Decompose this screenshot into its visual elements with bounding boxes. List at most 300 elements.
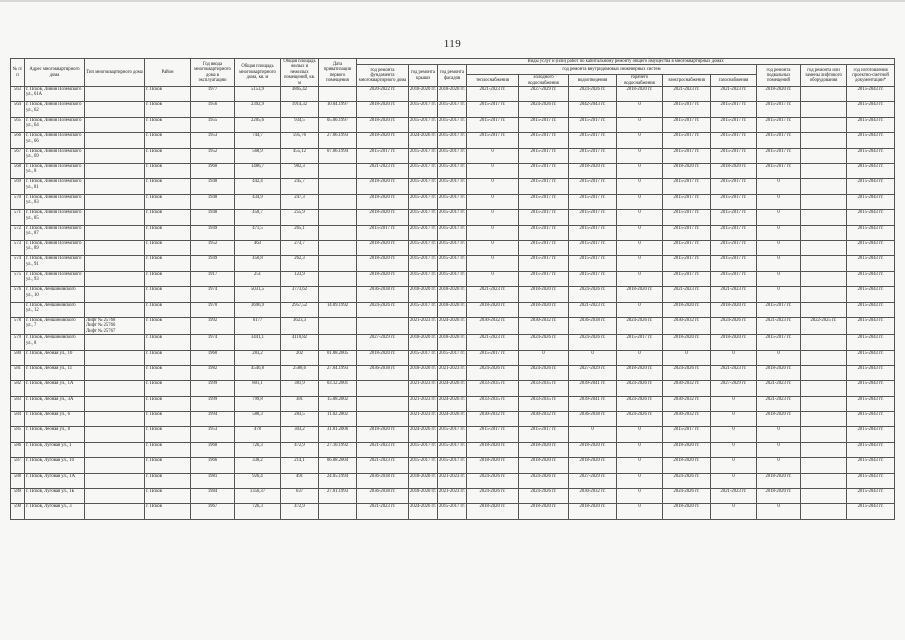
header-heat: теплоснабжения <box>467 75 519 87</box>
cell-hot: 0 <box>617 427 663 442</box>
table-row <box>11 412 895 427</box>
cell-gas: 2021-2023 гг. <box>711 87 757 102</box>
cell-roof: 2021-2023 гг. <box>409 317 438 334</box>
table-header <box>11 59 895 87</box>
cell-basement: 2021-2023 гг. <box>757 381 801 396</box>
cell-docs: 2015-2043 гг. <box>847 350 895 365</box>
cell-roof: 2018-2020 гг. <box>409 365 438 380</box>
cell-elec: 2018-2020 гг. <box>663 458 711 473</box>
cell-sewer: 2015-2017 гг. <box>569 240 617 255</box>
cell-cold: 2015-2017 гг. <box>519 133 569 148</box>
cell-facade: 2015-2017 гг. <box>438 225 467 240</box>
cell-address: г. Псков, Луговая ул., 1А <box>25 473 85 488</box>
cell-type <box>85 271 145 286</box>
cell-hot: 0 <box>617 458 663 473</box>
cell-cold: 2015-2017 гг. <box>519 210 569 225</box>
cell-facade: 2015-2017 гг. <box>438 256 467 271</box>
cell-address: г. Псков, Линия Поземского ул., 8 <box>25 163 85 178</box>
cell-elec: 2030-2032 гг. <box>663 317 711 334</box>
table-row <box>11 458 895 473</box>
cell-foundation: 2018-2020 гг. <box>357 194 409 209</box>
cell-area-res: 982,3 <box>281 163 319 178</box>
cell-area-res: 214,1 <box>281 458 319 473</box>
cell-priv <box>319 225 357 240</box>
cell-cold: 2018-2020 гг. <box>519 287 569 302</box>
cell-year: 1994 <box>191 412 235 427</box>
cell-basement: 2021-2023 гг. <box>757 396 801 411</box>
cell-address: г. Псков, Линия Поземского ул., 81 <box>25 179 85 194</box>
cell-area-res: 4110,82 <box>281 335 319 350</box>
cell-basement: 2015-2017 гг. <box>757 117 801 132</box>
cell-cold: 2030-2032 гг. <box>519 412 569 427</box>
cell-roof: 2021-2023 гг. <box>409 412 438 427</box>
cell-address: г. Псков, Леншиновского ул., 12 <box>25 302 85 317</box>
cell-address: г. Псков, Линия Поземского ул., 61А <box>25 87 85 102</box>
cell-foundation: 2027-2029 гг. <box>357 335 409 350</box>
cell-lift <box>801 381 847 396</box>
cell-type <box>85 87 145 102</box>
cell-num: 586 <box>11 442 25 457</box>
cell-address: г. Псков, Леоная ул., 6 <box>25 412 85 427</box>
cell-priv: 03.12.2001 <box>319 381 357 396</box>
cell-area-total: 450,8 <box>235 256 281 271</box>
cell-basement: 2021-2023 гг. <box>757 317 801 334</box>
cell-cold: 2015-2017 гг. <box>519 256 569 271</box>
cell-elec: 2015-2017 гг. <box>663 133 711 148</box>
cell-year: 1992 <box>191 317 235 334</box>
cell-foundation: 2036-2038 гг. <box>357 365 409 380</box>
cell-elec: 2018-2020 гг. <box>663 335 711 350</box>
cell-basement: 0 <box>757 210 801 225</box>
cell-type <box>85 256 145 271</box>
cell-hot: 0 <box>617 117 663 132</box>
cell-year: 1982 <box>191 365 235 380</box>
cell-elec: 2015-2017 гг. <box>663 179 711 194</box>
cell-priv: 27.04.1993 <box>319 365 357 380</box>
cell-elec: 2030-2032 гг. <box>663 381 711 396</box>
cell-district: г. Псков <box>145 427 191 442</box>
cell-sewer: 2015-2017 гг. <box>569 133 617 148</box>
cell-priv <box>319 194 357 209</box>
cell-elec: 2015-2017 гг. <box>663 427 711 442</box>
cell-elec: 2015-2017 гг. <box>663 240 711 255</box>
cell-facade: 2015-2017 гг. <box>438 117 467 132</box>
cell-basement: 2018-2020 гг. <box>757 489 801 504</box>
cell-lift <box>801 396 847 411</box>
cell-facade: 2015-2017 гг. <box>438 102 467 117</box>
cell-lift <box>801 427 847 442</box>
cell-priv: 01.08.2005 <box>319 350 357 365</box>
cell-docs: 2015-2043 гг. <box>847 256 895 271</box>
header-systems-group: год ремонта внутридомовых инженерных систем <box>467 65 757 75</box>
cell-roof: 2024-2026 гг. <box>409 427 438 442</box>
cell-area-total: 283,2 <box>235 350 281 365</box>
cell-area-total: 338,2 <box>235 458 281 473</box>
cell-area-total: 5153,9 <box>235 87 281 102</box>
table-row <box>11 256 895 271</box>
cell-roof: 2015-2017 гг. <box>409 210 438 225</box>
cell-cold: 2030-2032 гг. <box>519 317 569 334</box>
cell-cold: 2015-2017 гг. <box>519 179 569 194</box>
cell-foundation: 2018-2020 гг. <box>357 117 409 132</box>
cell-priv <box>319 504 357 519</box>
cell-sewer: 2015-2017 гг. <box>569 117 617 132</box>
cell-type <box>85 210 145 225</box>
cell-elec: 2021-2023 гг. <box>663 87 711 102</box>
cell-type <box>85 102 145 117</box>
cell-lift <box>801 412 847 427</box>
cell-district: г. Псков <box>145 225 191 240</box>
cell-hot: 0 <box>617 256 663 271</box>
cell-roof: 2018-2020 гг. <box>409 287 438 302</box>
cell-foundation: 2018-2020 гг. <box>357 179 409 194</box>
cell-num: 568 <box>11 163 25 178</box>
cell-heat: 2015-2017 гг. <box>467 117 519 132</box>
cell-district: г. Псков <box>145 117 191 132</box>
cell-gas: 2021-2023 гг. <box>711 365 757 380</box>
cell-basement: 2015-2017 гг. <box>757 148 801 163</box>
cell-facade: 2018-2020 гг. <box>438 87 467 102</box>
cell-district: г. Псков <box>145 504 191 519</box>
cell-lift <box>801 148 847 163</box>
cell-heat: 0 <box>467 271 519 286</box>
header-type: Тип многоквартирного дома <box>85 59 145 87</box>
table-row <box>11 365 895 380</box>
cell-priv: 27.10.1992 <box>319 442 357 457</box>
cell-year: 1984 <box>191 489 235 504</box>
table-row <box>11 87 895 102</box>
cell-foundation: 2018-2020 гг. <box>357 427 409 442</box>
cell-area-total: 6177 <box>235 317 281 334</box>
cell-sewer: 2036-2038 гг. <box>569 317 617 334</box>
cell-address: г. Псков, Линия Поземского ул., 83 <box>25 194 85 209</box>
cell-foundation: 2036-2038 гг. <box>357 473 409 488</box>
header-electric: электроснабжения <box>663 75 711 87</box>
cell-area-res: 3773,62 <box>281 287 319 302</box>
cell-heat: 2018-2020 гг. <box>467 504 519 519</box>
cell-basement: 0 <box>757 504 801 519</box>
cell-cold: 2015-2017 гг. <box>519 240 569 255</box>
cell-year: 1968 <box>191 442 235 457</box>
cell-roof: 2015-2017 гг. <box>409 163 438 178</box>
cell-area-res: 381,9 <box>281 381 319 396</box>
cell-roof: 2015-2017 гг. <box>409 442 438 457</box>
cell-facade: 2015-2017 гг. <box>438 350 467 365</box>
cell-elec: 2015-2017 гг. <box>663 148 711 163</box>
cell-elec: 2018-2020 гг. <box>663 302 711 317</box>
cell-elec: 2024-2026 гг. <box>663 473 711 488</box>
cell-priv <box>319 163 357 178</box>
cell-gas: 2021-2023 гг. <box>711 287 757 302</box>
header-roof: год ремонта крыши <box>409 65 438 87</box>
cell-year: 1952 <box>191 148 235 163</box>
header-sewer: водоотведения <box>569 75 617 87</box>
cell-lift <box>801 163 847 178</box>
cell-type <box>85 317 145 334</box>
cell-cold: 2027-2029 гг. <box>519 87 569 102</box>
cell-elec: 2018-2020 гг. <box>663 442 711 457</box>
cell-docs: 2015-2043 гг. <box>847 317 895 334</box>
cell-area-res: 595,76 <box>281 133 319 148</box>
cell-address: г. Псков, Луговая ул., 3 <box>25 504 85 519</box>
cell-area-res: 3865,42 <box>281 87 319 102</box>
cell-type <box>85 163 145 178</box>
cell-basement: 0 <box>757 240 801 255</box>
cell-address: г. Псков, Линия Поземского ул., 66 <box>25 133 85 148</box>
cell-district: г. Псков <box>145 210 191 225</box>
cell-address: г. Псков, Линия Поземского ул., 62 <box>25 102 85 117</box>
table-row <box>11 179 895 194</box>
cell-elec: 2018-2020 гг. <box>663 163 711 178</box>
cell-priv <box>319 256 357 271</box>
table-row <box>11 194 895 209</box>
cell-priv <box>319 335 357 350</box>
cell-district: г. Псков <box>145 473 191 488</box>
cell-gas: 2018-2020 гг. <box>711 335 757 350</box>
cell-foundation <box>357 317 409 334</box>
cell-area-total: 478 <box>235 427 281 442</box>
cell-num: 583 <box>11 396 25 411</box>
cell-facade: 2015-2017 гг. <box>438 240 467 255</box>
cell-basement: 2018-2020 гг. <box>757 473 801 488</box>
cell-hot: 2024-2026 гг. <box>617 381 663 396</box>
cell-foundation: 2018-2020 гг. <box>357 271 409 286</box>
cell-sewer: 2036-2038 гг. <box>569 412 617 427</box>
cell-heat: 0 <box>467 179 519 194</box>
cell-gas: 0 <box>711 442 757 457</box>
cell-priv: 05.06.1997 <box>319 117 357 132</box>
cell-district: г. Псков <box>145 133 191 148</box>
cell-sewer: 2015-2017 гг. <box>569 271 617 286</box>
cell-district: г. Псков <box>145 287 191 302</box>
cell-docs: 2015-2043 гг. <box>847 381 895 396</box>
table-row <box>11 396 895 411</box>
cell-basement: 2015-2017 гг. <box>757 163 801 178</box>
cell-cold: 2018-2020 гг. <box>519 442 569 457</box>
cell-type <box>85 117 145 132</box>
cell-area-res: 255,9 <box>281 210 319 225</box>
cell-basement: 2018-2020 гг. <box>757 412 801 427</box>
cell-address: г. Псков, Леоная ул., 3А <box>25 396 85 411</box>
cell-num: 582 <box>11 381 25 396</box>
cell-priv <box>319 240 357 255</box>
cell-gas: 2024-2026 гг. <box>711 317 757 334</box>
cell-address: г. Псков, Луговая ул., 1Б <box>25 489 85 504</box>
header-cold-water: холодного водоснабжения <box>519 75 569 87</box>
cell-basement: 0 <box>757 271 801 286</box>
header-residential-area: Общая площадь жилых и нежилых помещений, кв. м <box>281 59 319 87</box>
cell-foundation <box>357 396 409 411</box>
cell-facade: 2021-2023 гг. <box>438 489 467 504</box>
cell-roof: 2015-2017 гг. <box>409 194 438 209</box>
cell-lift <box>801 133 847 148</box>
cell-num: 585 <box>11 427 25 442</box>
table-row <box>11 302 895 317</box>
lift-label: Лифт № 25768 <box>86 317 116 323</box>
cell-foundation: 2015-2017 гг. <box>357 148 409 163</box>
cell-area-res: 303,2 <box>281 427 319 442</box>
cell-area-total: 3696,9 <box>235 302 281 317</box>
cell-lift <box>801 365 847 380</box>
header-foundation: год ремонта фундамента многоквартирного дома <box>357 65 409 87</box>
cell-hot: 0 <box>617 240 663 255</box>
header-basement: год ремонта подвальных помещений <box>757 65 801 87</box>
cell-num: 579 <box>11 335 25 350</box>
cell-elec: 2030-2032 гг. <box>663 412 711 427</box>
cell-docs: 2015-2043 гг. <box>847 473 895 488</box>
cell-hot: 0 <box>617 133 663 148</box>
cell-type <box>85 179 145 194</box>
cell-heat: 2015-2017 гг. <box>467 427 519 442</box>
cell-roof: 2021-2023 гг. <box>409 381 438 396</box>
cell-num: 575 <box>11 271 25 286</box>
cell-area-total: 568,9 <box>235 148 281 163</box>
cell-docs: 2015-2043 гг. <box>847 458 895 473</box>
cell-foundation: 2018-2020 гг. <box>357 256 409 271</box>
cell-gas: 0 <box>711 396 757 411</box>
cell-docs: 2015-2043 гг. <box>847 335 895 350</box>
cell-docs: 2015-2043 гг. <box>847 194 895 209</box>
cell-basement: 2018-2020 гг. <box>757 365 801 380</box>
cell-foundation: 2036-2038 гг. <box>357 489 409 504</box>
cell-area-total: 726,3 <box>235 442 281 457</box>
cell-sewer: 0 <box>569 427 617 442</box>
cell-num: 564 <box>11 102 25 117</box>
cell-priv: 31.01.2006 <box>319 427 357 442</box>
cell-foundation: 2021-2023 гг. <box>357 163 409 178</box>
cell-address: г. Псков, Леншиновского ул., 8 <box>25 335 85 350</box>
cell-cold: 2024-2026 гг. <box>519 489 569 504</box>
repair-schedule-table-wrap <box>10 58 894 520</box>
cell-docs: 2015-2043 гг. <box>847 210 895 225</box>
cell-num: 569 <box>11 179 25 194</box>
cell-cold: 2018-2020 гг. <box>519 302 569 317</box>
table-row <box>11 504 895 519</box>
cell-gas: 2015-2017 гг. <box>711 148 757 163</box>
cell-docs: 2015-2043 гг. <box>847 287 895 302</box>
cell-priv: 14.09.1992 <box>319 302 357 317</box>
cell-area-res: 934,5 <box>281 117 319 132</box>
cell-hot: 0 <box>617 350 663 365</box>
cell-basement: 0 <box>757 458 801 473</box>
cell-priv: 11.02.2002 <box>319 412 357 427</box>
cell-year: 1955 <box>191 117 235 132</box>
cell-area-res: 637 <box>281 489 319 504</box>
cell-basement: 0 <box>757 256 801 271</box>
cell-address: г. Псков, Леоная ул., 8 <box>25 427 85 442</box>
cell-gas: 0 <box>711 473 757 488</box>
cell-foundation: 2018-2020 гг. <box>357 133 409 148</box>
cell-num: 581 <box>11 365 25 380</box>
cell-address: г. Псков, Линия Поземского ул., 85 <box>25 210 85 225</box>
cell-district: г. Псков <box>145 194 191 209</box>
cell-district: г. Псков <box>145 442 191 457</box>
cell-lift <box>801 256 847 271</box>
cell-foundation: 2018-2020 гг. <box>357 350 409 365</box>
cell-heat: 0 <box>467 194 519 209</box>
cell-roof: 2015-2017 гг. <box>409 350 438 365</box>
cell-lift <box>801 179 847 194</box>
cell-year: 1960 <box>191 350 235 365</box>
header-design-docs: год изготовления проектно-сметной документации* <box>847 65 895 87</box>
cell-area-total: 588,3 <box>235 412 281 427</box>
cell-docs: 2015-2043 гг. <box>847 302 895 317</box>
cell-docs: 2015-2043 гг. <box>847 133 895 148</box>
cell-num: 573 <box>11 240 25 255</box>
cell-area-res: 455,12 <box>281 148 319 163</box>
cell-roof: 2021-2023 гг. <box>409 396 438 411</box>
cell-foundation: 2024-2026 гг. <box>357 302 409 317</box>
cell-type <box>85 350 145 365</box>
cell-docs: 2015-2043 гг. <box>847 179 895 194</box>
cell-sewer: 2015-2017 гг. <box>569 148 617 163</box>
cell-heat: 0 <box>467 225 519 240</box>
cell-foundation: 2036-2038 гг. <box>357 287 409 302</box>
cell-district: г. Псков <box>145 317 191 334</box>
cell-district: г. Псков <box>145 163 191 178</box>
cell-area-res: 262,3 <box>281 256 319 271</box>
cell-type <box>85 148 145 163</box>
cell-gas: 0 <box>711 412 757 427</box>
cell-type <box>85 302 145 317</box>
cell-area-res: 247,3 <box>281 194 319 209</box>
cell-gas: 2015-2017 гг. <box>711 271 757 286</box>
cell-heat: 0 <box>467 256 519 271</box>
cell-type <box>85 427 145 442</box>
cell-heat: 2024-2026 гг. <box>467 473 519 488</box>
cell-area-total: 251 <box>235 271 281 286</box>
cell-roof: 2018-2020 гг. <box>409 473 438 488</box>
cell-basement: 0 <box>757 427 801 442</box>
cell-lift <box>801 87 847 102</box>
cell-sewer: 2018-2020 гг. <box>569 442 617 457</box>
cell-area-total: 2205,6 <box>235 117 281 132</box>
header-total-area: Общая площадь многоквартирного дома, кв. м <box>235 59 281 87</box>
cell-lift <box>801 350 847 365</box>
cell-heat: 2033-2035 гг. <box>467 381 519 396</box>
cell-area-total: 3441,1 <box>235 335 281 350</box>
lift-label: Лифт № 25767 <box>86 328 116 334</box>
cell-sewer: 2024-2026 гг. <box>569 287 617 302</box>
cell-num: 572 <box>11 225 25 240</box>
cell-year: 1948 <box>191 194 235 209</box>
cell-type <box>85 225 145 240</box>
cell-heat: 0 <box>467 210 519 225</box>
cell-hot: 2024-2026 гг. <box>617 412 663 427</box>
cell-area-res: 202 <box>281 350 319 365</box>
cell-priv: 06.08.2004 <box>319 458 357 473</box>
cell-district: г. Псков <box>145 102 191 117</box>
cell-roof: 2024-2026 гг. <box>409 133 438 148</box>
cell-lift <box>801 117 847 132</box>
cell-type <box>85 489 145 504</box>
table-row <box>11 240 895 255</box>
cell-area-res: 123,9 <box>281 271 319 286</box>
cell-num: 571 <box>11 210 25 225</box>
cell-sewer: 2015-2017 гг. <box>569 225 617 240</box>
cell-heat: 2015-2017 гг. <box>467 102 519 117</box>
cell-sewer: 2042-2043 гг. <box>569 102 617 117</box>
cell-sewer: 0 <box>569 350 617 365</box>
cell-elec: 2024-2026 гг. <box>663 489 711 504</box>
cell-priv: 27.06.1993 <box>319 133 357 148</box>
cell-heat: 2030-2032 гг. <box>467 412 519 427</box>
header-year-built: Год ввода многоквартирного дома в эксплуатацию <box>191 59 235 87</box>
cell-hot: 0 <box>617 442 663 457</box>
cell-sewer: 2018-2020 гг. <box>569 504 617 519</box>
cell-address: г. Псков, Линия Поземского ул., 91 <box>25 256 85 271</box>
cell-heat: 2018-2020 гг. <box>467 302 519 317</box>
